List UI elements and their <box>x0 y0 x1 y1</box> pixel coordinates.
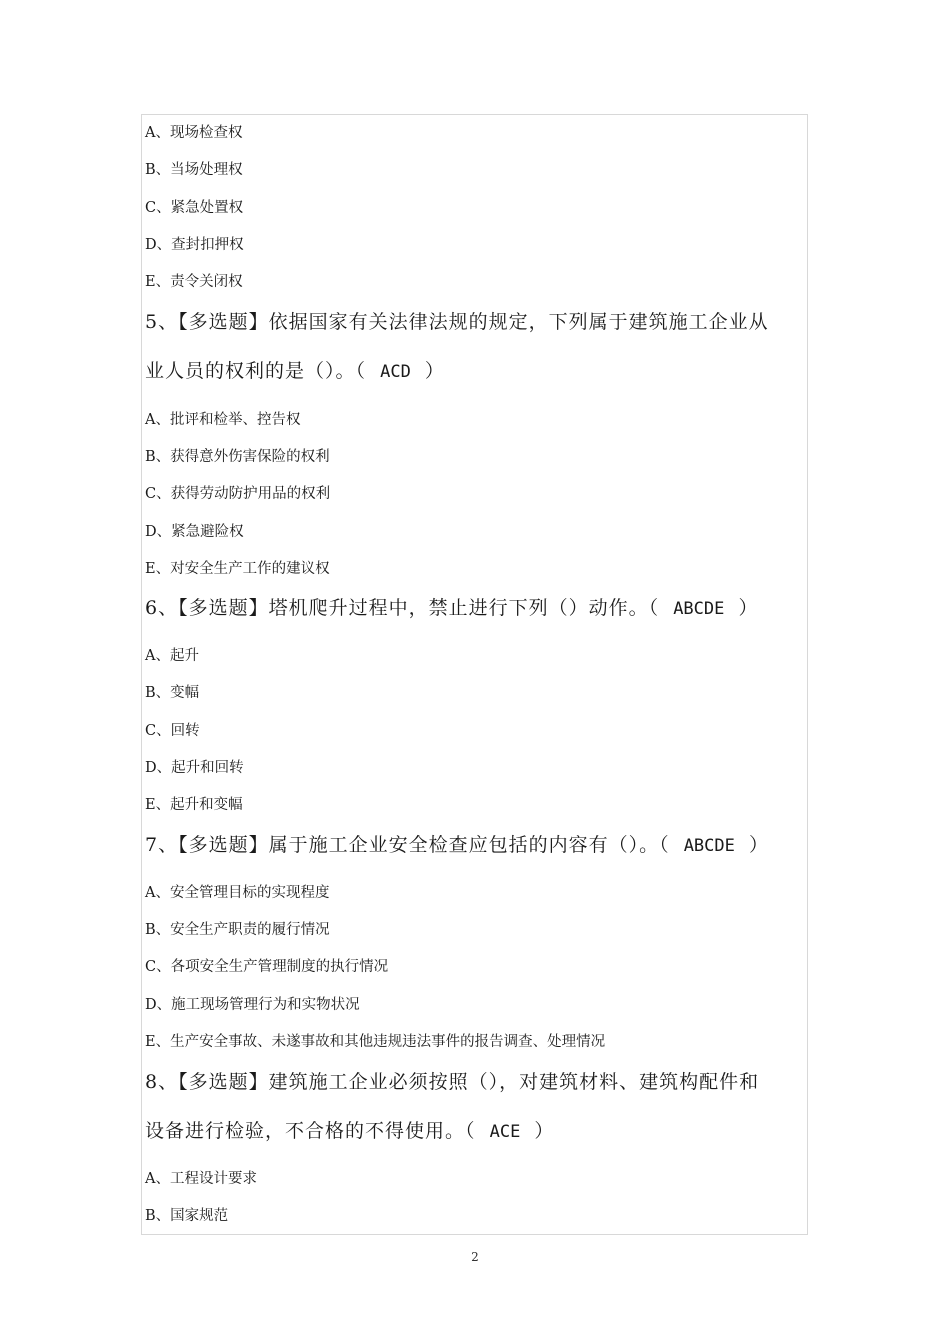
option-a: A、现场检查权 <box>145 125 243 141</box>
question-6-line1 <box>145 595 758 622</box>
option-c: C、紧急处置权 <box>145 200 244 216</box>
option-e: E、起升和变幅 <box>145 797 243 813</box>
option-d: D、起升和回转 <box>145 760 244 776</box>
option-a: A、工程设计要求 <box>145 1171 257 1187</box>
question-5-line2 <box>145 358 445 385</box>
question-8-line1: 8、【多选题】建筑施工企业必须按照（），对建筑材料、建筑构配件和 <box>145 1071 760 1093</box>
question-text: 设备进行检验，不合格的不得使用。（ <box>145 1120 476 1142</box>
page-number: 2 <box>471 1250 479 1264</box>
option-e: E、对安全生产工作的建议权 <box>145 561 330 577</box>
option-e: E、生产安全事故、未遂事故和其他违规违法事件的报告调查、处理情况 <box>145 1034 606 1050</box>
question-7-line1 <box>145 832 769 859</box>
answer-key: ACE <box>489 1122 521 1142</box>
answer-close: ） <box>738 597 759 619</box>
option-c: C、各项安全生产管理制度的执行情况 <box>145 959 389 975</box>
option-c: C、回转 <box>145 723 200 739</box>
answer-close: ） <box>424 360 445 382</box>
option-d: D、紧急避险权 <box>145 524 244 540</box>
answer-key: ABCDE <box>683 836 735 856</box>
answer-close: ） <box>748 834 769 856</box>
option-a: A、批评和检举、控告权 <box>145 412 301 428</box>
option-b: B、国家规范 <box>145 1208 229 1224</box>
option-d: D、施工现场管理行为和实物状况 <box>145 997 360 1013</box>
option-a: A、安全管理目标的实现程度 <box>145 885 330 901</box>
question-text: 7、【多选题】属于施工企业安全检查应包括的内容有（）。（ <box>145 834 670 856</box>
question-8-line2 <box>145 1118 554 1145</box>
option-e: E、责令关闭权 <box>145 274 243 290</box>
option-b: B、变幅 <box>145 685 200 701</box>
option-a: A、起升 <box>145 648 199 664</box>
option-c: C、获得劳动防护用品的权利 <box>145 486 331 502</box>
answer-close: ） <box>534 1120 555 1142</box>
option-b: B、安全生产职责的履行情况 <box>145 922 330 938</box>
answer-key: ACD <box>380 362 411 382</box>
option-d: D、查封扣押权 <box>145 237 244 253</box>
question-text: 6、【多选题】塔机爬升过程中，禁止进行下列（）动作。（ <box>145 597 660 619</box>
option-b: B、当场处理权 <box>145 162 243 178</box>
answer-key: ABCDE <box>673 599 725 619</box>
option-b: B、获得意外伤害保险的权利 <box>145 449 330 465</box>
question-5-line1: 5、【多选题】依据国家有关法律法规的规定，下列属于建筑施工企业从 <box>145 311 769 333</box>
question-text: 业人员的权利的是（）。（ <box>145 360 367 382</box>
